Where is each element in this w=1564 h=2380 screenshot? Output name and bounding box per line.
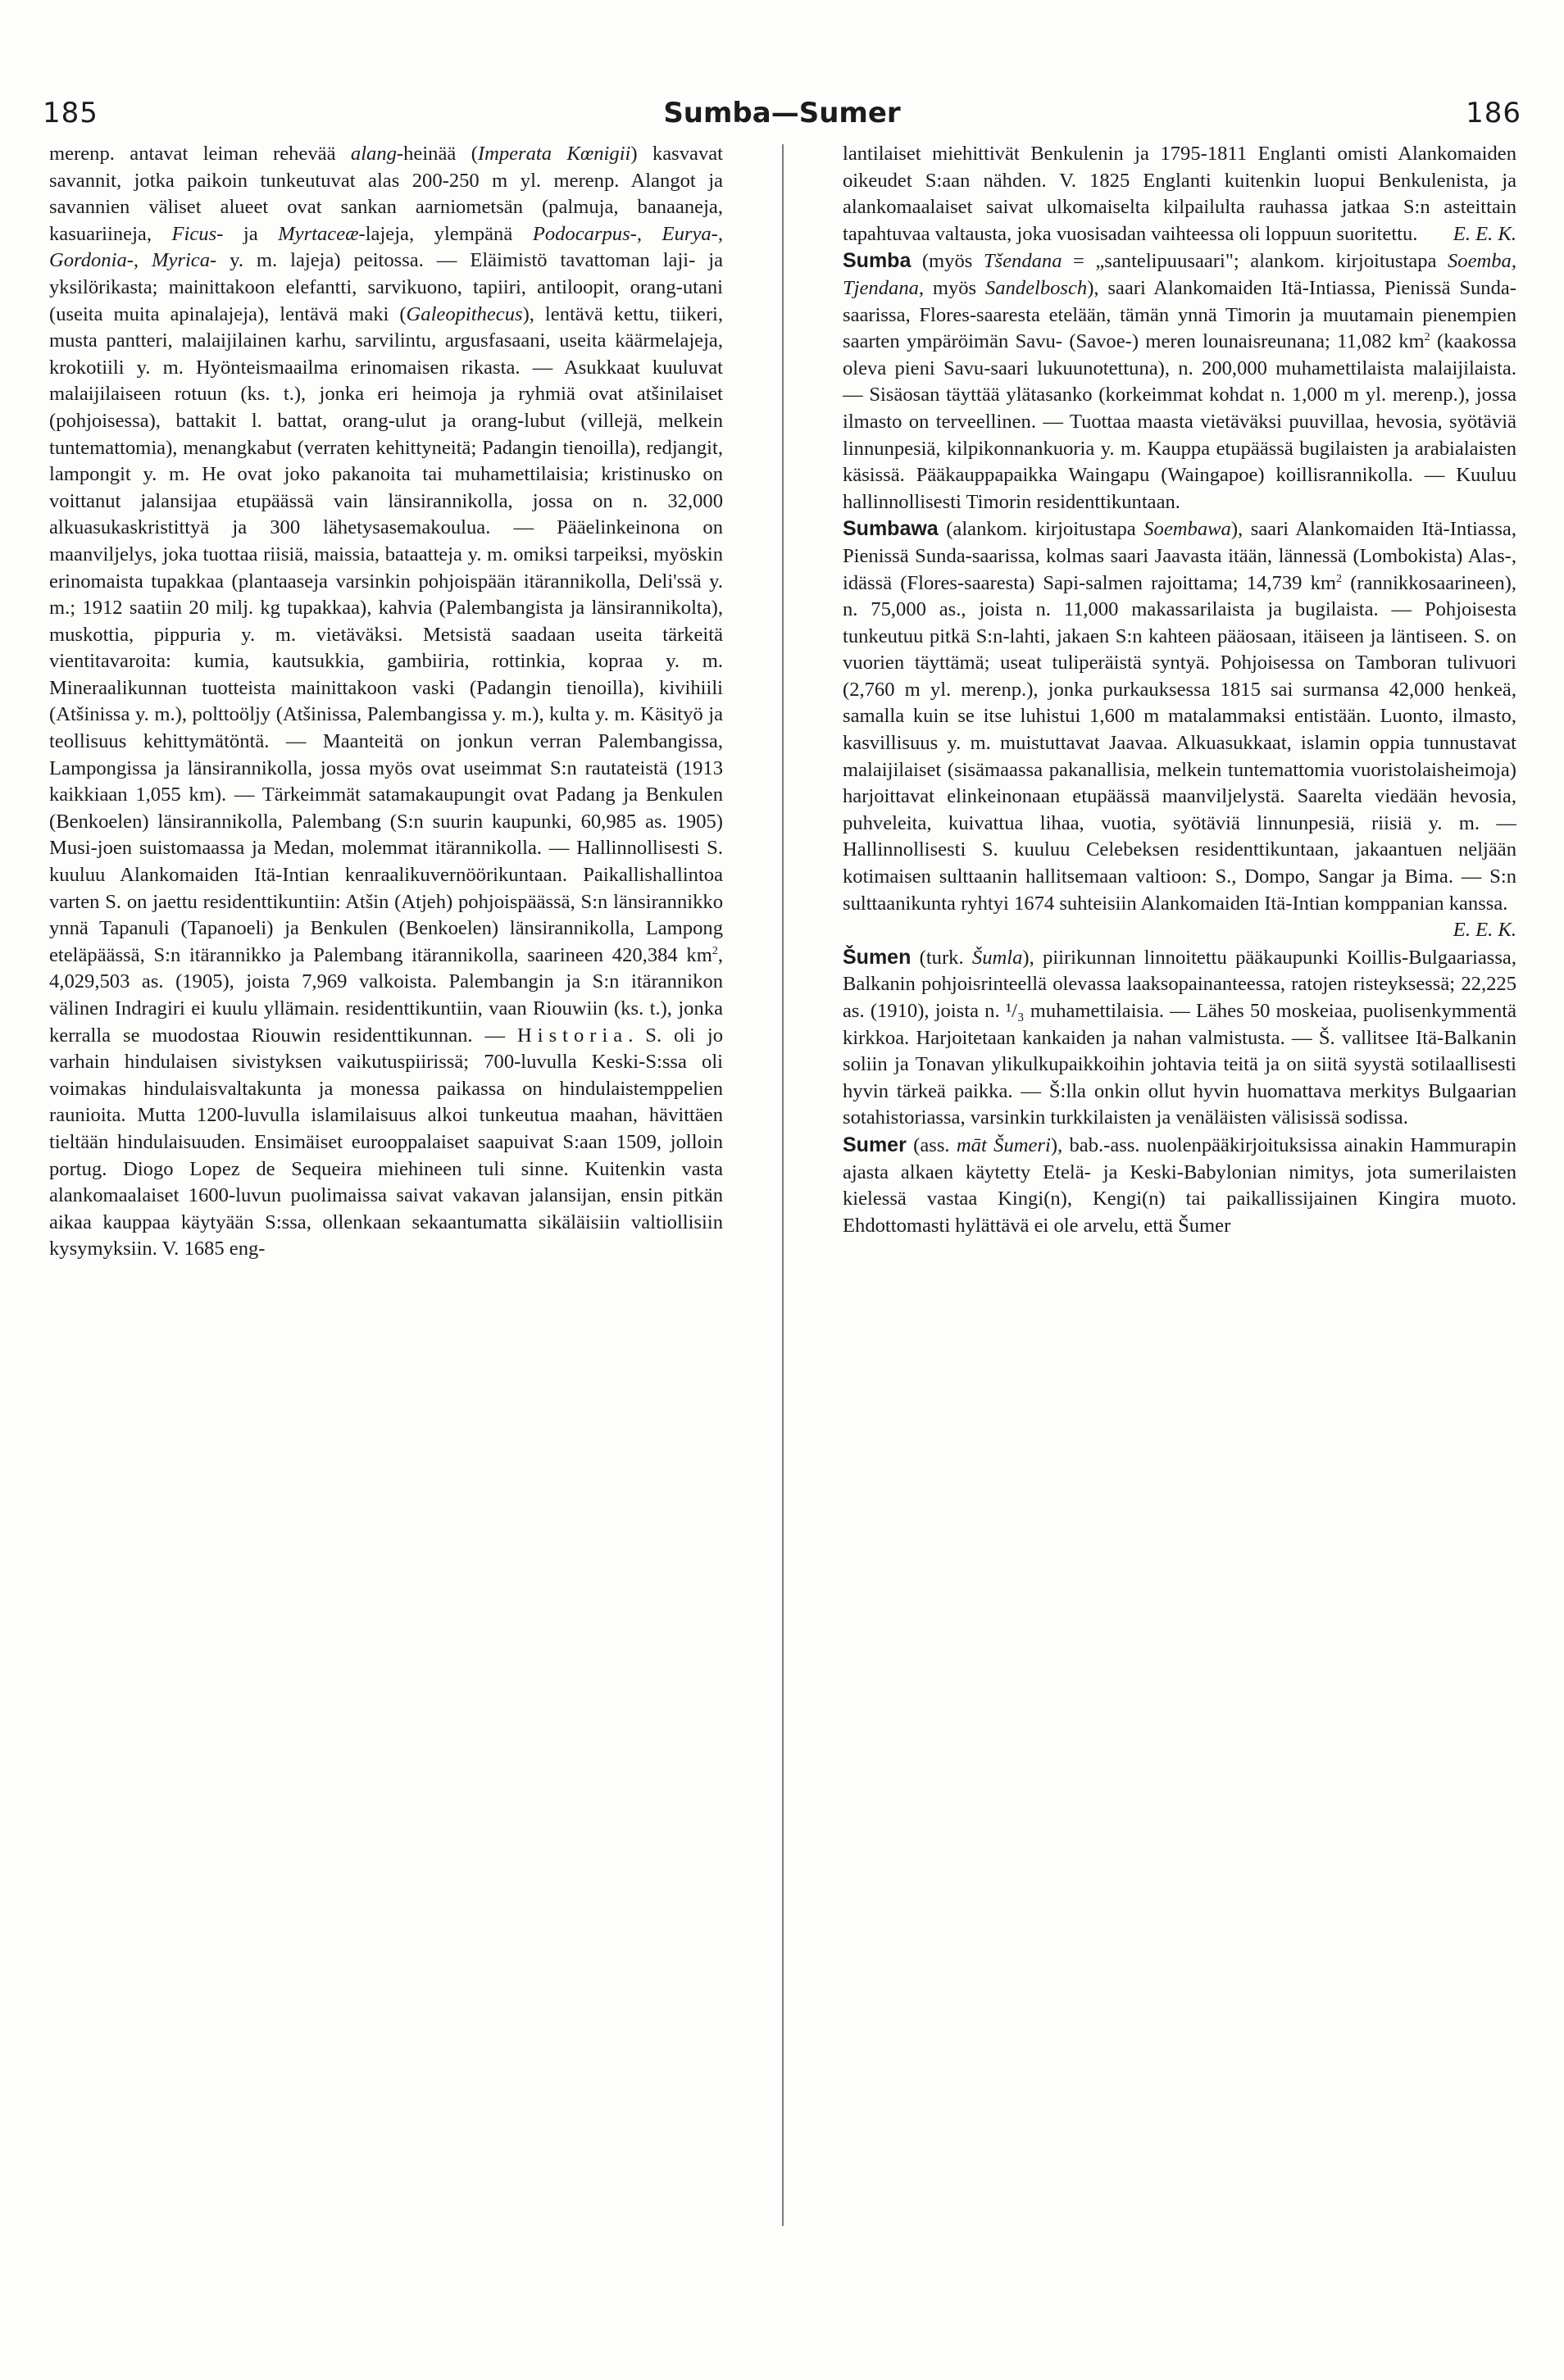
author-signature: E. E. K. (1453, 222, 1516, 245)
right-page-number: 186 (1466, 97, 1521, 129)
headword-sumer: Sumer (843, 1133, 907, 1156)
right-column (843, 141, 1516, 2239)
headword-sumba: Sumba (843, 249, 912, 273)
historia-heading: Historia (516, 1024, 629, 1047)
headword-sumen: Šumen (843, 945, 912, 969)
left-page-number: 185 (43, 97, 98, 129)
entry-sumba: Sumba (myös Tšendana = „santelipuusaari"; alankom. kirjoitustapa Soemba, Tjendana, myös Sandelbosch), saari Alankomaiden Itä-Intiassa, Pienissä Sunda-saarissa, Flores-saaresta etelään, tämän ynnä Timorin ja muutamain pienempien saarten ympäröimän Savu- (Savoe-) meren lounaisreunana; 11,082 $km^2$ (kaakossa oleva pieni Savu-saari lukuunotettuna), n. 200,000 muhamettilaista malaijilaista. — Sisäosan täyttää ylätasanko (korkeimmat kohdat n. 1,000 m yl. merenp.), jossa ilmasto on terveellinen. — Tuottaa maasta vietäväksi puuvillaa, hevosia, syötäviä linnunpesiä, kilpikonnankuoria y. m. Kauppa etupäässä bugilaisten ja arabialaisten käsissä. Pääkauppapaikka Waingapu (Waingapoe) koillisrannikolla. — Kuuluu hallinnollisesti Timorin residenttikuntaan. (843, 249, 1516, 513)
column-divider (782, 144, 784, 2226)
running-title: Sumba—Sumer (663, 97, 901, 129)
entry-sumen: Šumen (turk. Šumla), piirikunnan linnoitettu pääkaupunki Koillis-Bulgaariassa, Balkanin pohjoisrinteellä olevassa laaksopainanteessa, ratojen risteyksessä; 22,225 as. (1910), joista n. ¹/₃ muhamettilaisia. — Lähes 50 moskeiaa, puolisenkymmentä kirkkoa. Harjoitetaan kankaiden ja nahan valmistusta. — Š. vallitsee Itä-Balkanin soliin ja Tonavan ylikulkupaikkoihin johtavia teitä ja on siitä syystä sotilaallisesti hyvin tärkeä paikka. — Š:lla onkin ollut hyvin huomattava merkitys Bulgaarian sotahistoriassa, varsinkin turkkilaisten ja venäläisten välisissä sodissa. (843, 945, 1516, 1129)
text-columns (49, 141, 1516, 2239)
entry-sumer: Sumer (ass. māt Šumeri), bab.-ass. nuolenpääkirjoituksissa ainakin Hammurapin ajasta alkaen käytetty Etelä- ja Keski-Babylonian nimitys, jota sumerilaisten kielessä vastaa Kingi(n), Kengi(n) tai paikallissijainen Kingira muoto. Ehdottomasti hylättävä ei ole arvelu, että Šumer (843, 1133, 1516, 1237)
headword-sumbawa: Sumbawa (843, 517, 939, 541)
author-signature: E. E. K. (1453, 919, 1516, 942)
entry-sumbawa: Sumbawa (alankom. kirjoitustapa Soembawa), saari Alankomaiden Itä-Intiassa, Pienissä Sunda-saarissa, kolmas saari Jaavasta itään, lännessä (Lombokista) Alas-, idässä (Flores-saaresta) Sapi-salmen rajoittama; 14,739 $km^2$ (rannikkosaarineen), n. 75,000 as., joista n. 11,000 makassarilaista ja bugilaista. — Pohjoisesta tunkeutuu pitkä S:n-lahti, jakaen S:n kahteen pääosaan, itäiseen ja läntiseen. S. on vuorien täyttämä; useat tuliperäistä syntyä. Pohjoisessa on Tamboran tulivuori (2,760 m yl. merenp.), jonka purkauksessa 1815 sai surmansa 42,000 henkeä, samalla kuin se itse luhistui 1,600 m matalammaksi entistään. Luonto, ilmasto, kasvillisuus y. m. muistuttavat Jaavaa. Alkuasukkaat, islamin oppia tunnustavat malaijilaiset (sisämaassa pakanallisia, melkein tuntemattomia vuoristolaisheimoja) harjoittavat elinkeinonaan etupäässä maanviljelystä. Saarelta viedään hevosia, puhveleita, kuivattua lihaa, vuotia, syötäviä linnunpesiä, riisiä y. m. — Hallinnollisesti S. kuuluu Celebeksen residenttikuntaan, jakaantuen neljään kotimaisen sulttaanin hallitsemaan valtioon: S., Dompo, Sangar ja Bima. — S:n sulttaanikunta ryhtyi 1674 suhteisiin Alankomaiden Itä-Intian komppanian kanssa. E. E. K. (843, 516, 1516, 917)
left-column (49, 141, 723, 2239)
page-header (43, 97, 1521, 129)
sumatra-article-end: lantilaiset miehittivät Benkulenin ja 1795-1811 Englanti omisti Alankomaiden oikeudet S:aan nähden. V. 1825 Englanti kuitenkin luopui Benkulenista, ja alankomaalaiset saivat ulkomaiselta kilpailulta rauhassa jatkaa S:n asteittain tapahtuvaa valtausta, joka vuosisadan vaihteessa oli loppuun suoritettu. E. E. K. (843, 141, 1516, 248)
sumatra-article-continued: merenp. antavat leiman rehevää alang-heinää (Imperata Kœnigii) kasvavat savannit, jotka paikoin tunkeutuvat alas 200-250 m yl. merenp. Alangot ja savannien väliset alueet ovat sankan aarniometsän (palmuja, banaaneja, kasuariineja, Ficus- ja Myrtaceæ-lajeja, ylempänä Podocarpus-, Eurya-, Gordonia-, Myrica- y. m. lajeja) peitossa. — Eläimistö tavattoman laji- ja yksilörikasta; mainittakoon elefantti, sarvikuono, tapiiri, antiloopit, orang-utani (useita muita apinalajeja), lentävä maki (Galeopithecus), lentävä kettu, tiikeri, musta pantteri, malaijilainen karhu, sarvilintu, argusfasaani, useita käärmelajeja, krokotiili y. m. Hyönteismaailma erinomaisen rikasta. — Asukkaat kuuluvat malaijilaiseen rotuun (ks. t.), jonka eri heimoja ja ryhmiä ovat atšinilaiset (pohjoisessa), battakit l. battat, orang-ulut ja orang-lubut (villejä, melkein tuntemattomia), menangkabut (verraten kehittyneitä; Padangin tienoilla), redjangit, lampongit y. m. He ovat joko pakanoita tai muhamettilaisia; kristinusko on voittanut jalansijaa etupäässä vain länsirannikolla, jossa on n. 32,000 alkuasukaskristittyä ja 300 lähetysasemakoulua. — Pääelinkeinona on maanviljelys, joka tuottaa riisiä, maissia, bataatteja y. m. omiksi tarpeiksi, myöskin erinomaista tupakkaa (plantaaseja varsinkin pohjoispään itärannikolla, Deli'ssä y. m.; 1912 saatiin 20 milj. kg tupakkaa), kahvia (Palembangista ja länsirannikolta), muskottia, pippuria y. m. vietäväksi. Metsistä saadaan useita tärkeitä vientitavaroita: kumia, kautsukkia, gambiiria, rottinkia, kopraa y. m. Mineraalikunnan tuotteista mainittakoon vaski (Padangin tienoilla), kivihiili (Atšinissa y. m.), polttoöljy (Atšinissa, Palembangissa y. m.), kulta y. m. Käsityö ja teollisuus kehittymätöntä. — Maanteitä on jonkun verran Palembangissa, Lampongissa ja länsirannikolla, jossa myös ovat useimmat S:n rautateistä (1913 kaikkiaan 1,055 km). — Tärkeimmät satamakaupungit ovat Padang ja Benkulen (Benkoelen) länsirannikolla, Palembang (S:n suurin kaupunki, 60,985 as. 1905) Musi-joen suistomaassa ja Medan, molemmat itärannikolla. — Hallinnollisesti S. kuuluu Alankomaiden Itä-Intian kenraalikuvernöörikuntaan. Paikallishallintoa varten S. on jaettu residenttikuntiin: Atšin (Atjeh) pohjoispäässä, S:n länsirannikko ynnä Tapanuli (Tapanoeli) ja Benkulen (Benkoelen) länsirannikolla, Lampong eteläpäässä, S:n itärannikko ja Palembang itärannikolla, saarineen 420,384 $km^2$, 4,029,503 as. (1905), joista 7,969 valkoista. Palembangin ja S:n itärannikon välinen Indragiri ei kuulu yllämain. residenttikuntiin, vaan Riouwiin (ks. t.), jonka kerralla se muodostaa Riouwin residenttikunnan. — Historia. S. oli jo varhain hindulaisen sivistyksen vaikutuspiirissä; 700-luvulla Keski-S:ssa oli voimakas hindulaisvaltakunta ja monessa paikassa on hindulaistemppelien raunioita. Mutta 1200-luvulla islamilaisuus alkoi tunkeutua maahan, hävittäen tieltään hindulaisuuden. Ensimäiset eurooppalaiset saapuivat S:aan 1509, jolloin portug. Diogo Lopez de Sequeira miehineen tuli sinne. Kuitenkin vasta alankomaalaiset 1600-luvun puolimaissa saivat vakavan jalansijan, ensin pitkän aikaa kauppaa käytyään S:ssa, ollenkaan sekaantumatta sikäläisiin valtiollisiin kysymyksiin. V. 1685 eng- (49, 143, 723, 1260)
